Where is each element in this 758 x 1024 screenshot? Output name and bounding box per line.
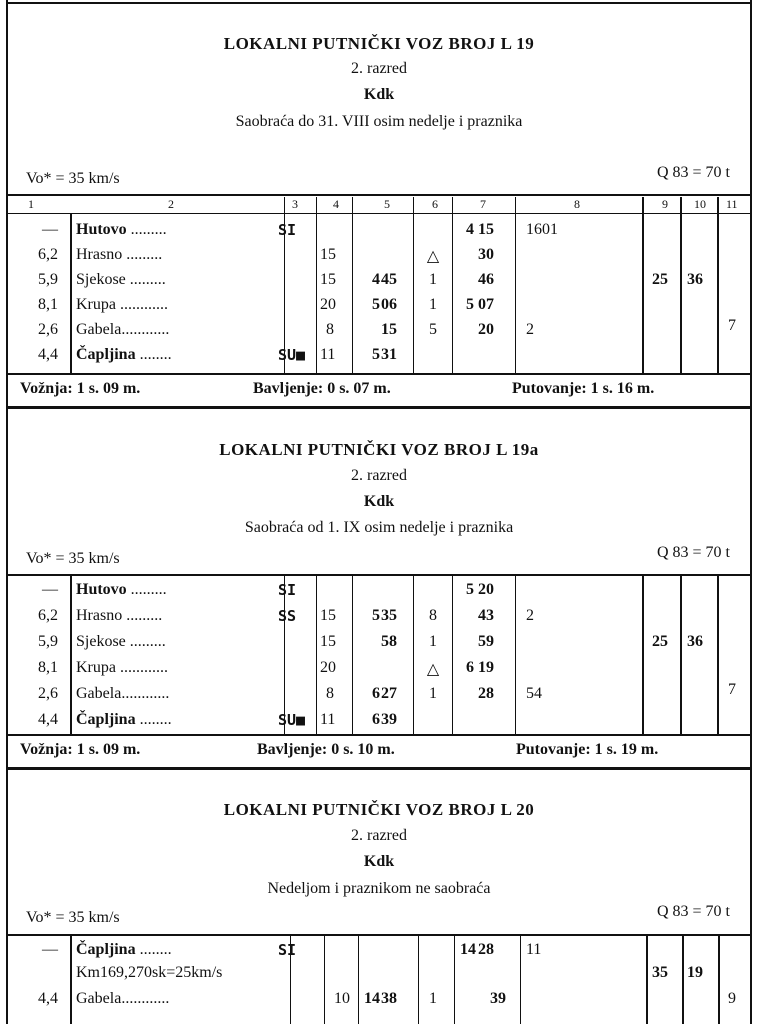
col4-cell: 15 (320, 271, 336, 288)
station-cell (76, 941, 172, 959)
col8-cell: 54 (526, 685, 542, 702)
station-name: Gabela (76, 685, 122, 702)
col-header: 5 (384, 197, 390, 211)
column-rule (682, 936, 684, 1024)
column-rule (717, 197, 719, 373)
col8-cell: 1601 (526, 221, 558, 238)
summary-line (8, 378, 750, 402)
col5-min: 06 (381, 296, 397, 313)
station-dots: ............ (121, 685, 170, 702)
col7-min: 30 (478, 246, 494, 263)
col5-min: 15 (381, 321, 397, 338)
km-cell: — (42, 581, 58, 598)
col3-cell: SI (278, 221, 297, 239)
col3-cell: SU■ (278, 711, 306, 729)
table-row (8, 244, 750, 269)
col7-min: 59 (478, 633, 494, 650)
footer-rule (8, 734, 750, 736)
col4-cell: 15 (320, 246, 336, 263)
load-label: Q 83 = 70 t (656, 544, 730, 561)
station-dots: ............ (115, 659, 168, 676)
col8-cell: 2 (526, 321, 534, 338)
col-header: 2 (168, 197, 174, 211)
col4-cell: 11 (320, 346, 336, 363)
header-rule (8, 574, 750, 576)
km-cell: 5,9 (38, 633, 58, 650)
station-note: Km169,270sk=25km/s (76, 964, 223, 981)
col7-hour: 5 (466, 581, 474, 598)
station-cell (76, 633, 166, 651)
station-dots: ......... (125, 633, 166, 650)
column-rule (70, 576, 72, 734)
col7-min: 15 (478, 221, 494, 238)
column-rule (717, 576, 719, 734)
station-name: Sjekose (76, 633, 126, 650)
table-row (8, 709, 750, 734)
station-cell (76, 990, 169, 1008)
km-cell: 8,1 (38, 659, 58, 676)
col4-cell: 11 (320, 711, 336, 728)
col5-min: 39 (381, 711, 397, 728)
col7-min: 28 (478, 685, 494, 702)
table-row (8, 219, 750, 244)
station-name: Krupa (76, 659, 116, 676)
col3-cell: SI (278, 581, 297, 599)
col7-hour: 4 (466, 221, 474, 238)
column-rule (515, 197, 516, 373)
km-cell: 8,1 (38, 296, 58, 313)
col10-cell: 36 (687, 633, 703, 650)
train-kdk: Kdk (363, 853, 395, 870)
column-rule (316, 576, 317, 734)
column-rule (70, 213, 72, 373)
header-rule (8, 934, 750, 936)
km-cell: 6,2 (38, 607, 58, 624)
top-border (8, 2, 750, 4)
stop-time: Bavljenje: 0 s. 07 m. (253, 380, 391, 397)
travel-time: Vožnja: 1 s. 09 m. (20, 380, 141, 397)
column-rule (642, 197, 644, 373)
train-note: Saobraća od 1. IX osim nedelje i praznika (244, 519, 514, 536)
table-row (8, 939, 750, 964)
col7-hour: 14 (460, 941, 476, 958)
col5-hour: 5 (372, 607, 380, 624)
col5-min: 35 (381, 607, 397, 624)
col11-cell: 7 (728, 681, 736, 698)
col5-hour: 6 (372, 711, 380, 728)
col6-cell: 1 (429, 271, 437, 288)
station-cell (76, 581, 167, 599)
col6-cell: 1 (429, 990, 437, 1007)
col4-cell: 8 (326, 321, 334, 338)
load-label: Q 83 = 70 t (656, 903, 730, 920)
station-dots: ............ (115, 296, 168, 313)
col11-cell: 9 (728, 990, 736, 1007)
col9-cell: 35 (652, 964, 668, 981)
table-row (8, 631, 750, 656)
column-rule (413, 576, 414, 734)
km-cell: 2,6 (38, 321, 58, 338)
station-name: Čapljina (76, 941, 136, 958)
col4-cell: 10 (334, 990, 350, 1007)
table-row (8, 319, 750, 344)
column-headers (8, 197, 750, 211)
station-name: Hrasno (76, 246, 123, 263)
col9-cell: 25 (652, 633, 668, 650)
col-header: 1 (28, 197, 34, 211)
station-cell (76, 659, 168, 677)
col5-hour: 6 (372, 685, 380, 702)
km-cell: 4,4 (38, 990, 58, 1007)
train-note: Nedeljom i praznikom ne saobraća (267, 880, 491, 897)
stop-time: Bavljenje: 0 s. 10 m. (257, 741, 395, 758)
column-rule (454, 936, 455, 1024)
col8-cell: 2 (526, 607, 534, 624)
col6-cell: 8 (429, 607, 437, 624)
station-cell (76, 296, 168, 314)
station-name: Sjekose (76, 271, 126, 288)
col5-min: 27 (381, 685, 397, 702)
col7-min: 20 (478, 321, 494, 338)
station-cell (76, 685, 169, 703)
timetable-page (6, 0, 752, 1024)
col-header: 10 (694, 197, 706, 211)
station-dots: ......... (126, 581, 167, 598)
speed-label: Vo* = 35 km/s (26, 909, 120, 926)
col4-cell: 20 (320, 659, 336, 676)
km-cell: 5,9 (38, 271, 58, 288)
column-rule (680, 576, 682, 734)
station-name: Čapljina (76, 346, 136, 363)
station-cell (76, 607, 162, 625)
header-rule (8, 213, 750, 214)
col10-cell: 36 (687, 271, 703, 288)
station-name: Hutovo (76, 221, 127, 238)
col5-hour: 5 (372, 346, 380, 363)
table-row (8, 294, 750, 319)
km-cell: — (42, 221, 58, 238)
station-dots: ......... (122, 246, 163, 263)
train-title: LOKALNI PUTNIČKI VOZ BROJ L 20 (223, 800, 535, 819)
col10-cell: 19 (687, 964, 703, 981)
speed-label: Vo* = 35 km/s (26, 550, 120, 567)
column-rule (680, 197, 682, 373)
column-rule (718, 936, 720, 1024)
table-row (8, 683, 750, 708)
column-rule (284, 197, 285, 373)
block-divider (8, 406, 750, 409)
table-row (8, 605, 750, 630)
column-rule (418, 936, 419, 1024)
table-row (8, 344, 750, 369)
block-divider (8, 767, 750, 770)
col5-hour: 4 (372, 271, 380, 288)
travel-time: Vožnja: 1 s. 09 m. (20, 741, 141, 758)
station-name: Gabela (76, 321, 122, 338)
col-header: 8 (574, 197, 580, 211)
col8-cell: 11 (526, 941, 542, 958)
train-kdk: Kdk (363, 86, 395, 103)
column-rule (290, 936, 291, 1024)
column-rule (646, 936, 648, 1024)
col7-min: 07 (478, 296, 494, 313)
col5-hour: 14 (364, 990, 380, 1007)
column-rule (352, 576, 353, 734)
train-title: LOKALNI PUTNIČKI VOZ BROJ L 19 (223, 34, 535, 53)
station-name: Čapljina (76, 711, 136, 728)
col11-cell: 7 (728, 317, 736, 334)
col-header: 4 (333, 197, 339, 211)
summary-line (8, 739, 750, 763)
train-note: Saobraća do 31. VIII osim nedelje i praznika (235, 113, 523, 130)
header-rule (8, 194, 750, 196)
km-cell: 2,6 (38, 685, 58, 702)
col-header: 11 (726, 197, 738, 211)
col3-cell: SU■ (278, 346, 306, 364)
col6-cell: 5 (429, 321, 437, 338)
load-label: Q 83 = 70 t (656, 164, 730, 181)
col9-cell: 25 (652, 271, 668, 288)
train-kdk: Kdk (363, 493, 395, 510)
column-rule (358, 936, 359, 1024)
footer-rule (8, 373, 750, 375)
col5-min: 45 (381, 271, 397, 288)
station-dots: ........ (135, 346, 172, 363)
column-rule (284, 576, 285, 734)
total-time: Putovanje: 1 s. 19 m. (516, 741, 659, 758)
table-row (8, 269, 750, 294)
speed-label: Vo* = 35 km/s (26, 170, 120, 187)
station-cell (76, 346, 172, 364)
col6-cell: 1 (429, 296, 437, 313)
station-cell (76, 711, 172, 729)
col3-cell: SS (278, 607, 297, 625)
col7-min: 20 (478, 581, 494, 598)
station-dots: ............ (121, 990, 170, 1007)
table-row (8, 962, 750, 987)
column-rule (515, 576, 516, 734)
col7-min: 43 (478, 607, 494, 624)
col4-cell: 8 (326, 685, 334, 702)
col4-cell: 20 (320, 296, 336, 313)
km-cell: 4,4 (38, 346, 58, 363)
train-class: 2. razred (351, 827, 407, 844)
train-class: 2. razred (351, 60, 407, 77)
station-cell (76, 221, 167, 239)
col-header: 7 (480, 197, 486, 211)
col3-cell: SI (278, 941, 297, 959)
col-header: 3 (292, 197, 298, 211)
col4-cell: 15 (320, 633, 336, 650)
column-rule (324, 936, 325, 1024)
km-cell: 6,2 (38, 246, 58, 263)
column-rule (316, 197, 317, 373)
station-cell (76, 246, 162, 264)
column-rule (642, 576, 644, 734)
col6-cell: 1 (429, 685, 437, 702)
table-row (8, 579, 750, 604)
table-row (8, 988, 750, 1013)
col5-min: 58 (381, 633, 397, 650)
column-rule (452, 197, 453, 373)
km-cell: — (42, 941, 58, 958)
station-name: Hutovo (76, 581, 127, 598)
column-rule (452, 576, 453, 734)
station-name: Krupa (76, 296, 116, 313)
station-name: Gabela (76, 990, 122, 1007)
col7-min: 19 (478, 659, 494, 676)
station-dots: ......... (126, 221, 167, 238)
col7-hour: 5 (466, 296, 474, 313)
column-rule (520, 936, 521, 1024)
station-dots: ........ (135, 941, 172, 958)
col4-cell: 15 (320, 607, 336, 624)
table-row (8, 657, 750, 682)
station-dots: ............ (121, 321, 170, 338)
col6-cell: △ (426, 661, 440, 678)
column-rule (352, 197, 353, 373)
col5-min: 31 (381, 346, 397, 363)
col7-min: 39 (490, 990, 506, 1007)
column-rule (70, 936, 72, 1024)
col6-cell: △ (426, 248, 440, 265)
station-dots: ........ (135, 711, 172, 728)
station-cell (76, 271, 166, 289)
col-header: 9 (662, 197, 668, 211)
col7-min: 28 (478, 941, 494, 958)
train-title: LOKALNI PUTNIČKI VOZ BROJ L 19a (219, 440, 539, 459)
col-header: 6 (432, 197, 438, 211)
col5-min: 38 (381, 990, 397, 1007)
col5-hour: 5 (372, 296, 380, 313)
col7-hour: 6 (466, 659, 474, 676)
station-dots: ......... (122, 607, 163, 624)
train-class: 2. razred (351, 467, 407, 484)
col7-min: 46 (478, 271, 494, 288)
column-rule (413, 197, 414, 373)
station-name: Hrasno (76, 607, 123, 624)
km-cell: 4,4 (38, 711, 58, 728)
station-dots: ......... (125, 271, 166, 288)
col6-cell: 1 (429, 633, 437, 650)
total-time: Putovanje: 1 s. 16 m. (512, 380, 655, 397)
station-cell (76, 321, 169, 339)
